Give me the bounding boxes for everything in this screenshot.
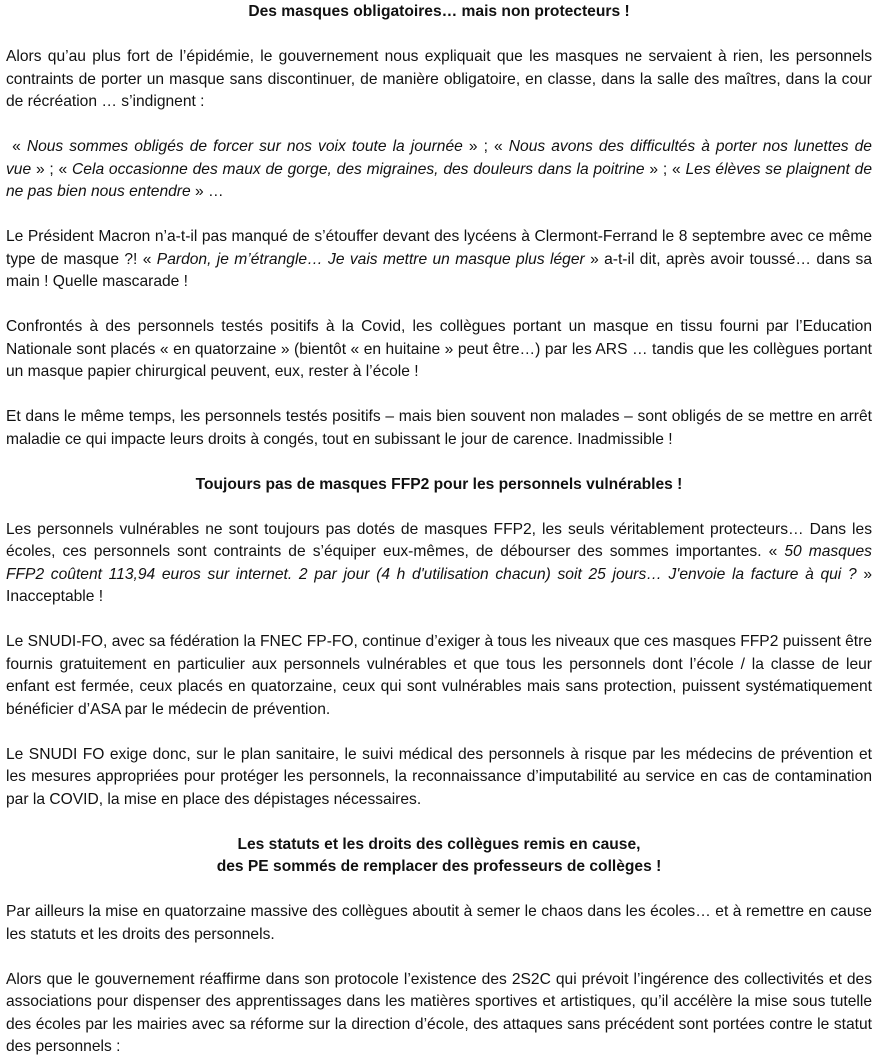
paragraph-chaos: Par ailleurs la mise en quatorzaine massive des collègues aboutit à semer le chaos dans les écoles… et à remettre en cause les statuts et les droits des personnels. (6, 903, 872, 943)
quote-facture: 50 masques FFP2 coûtent 113,94 euros sur internet. 2 par jour (4 h d'utilisation chacun) soit 25 jours… J'envoie la facture à qui ? (6, 543, 872, 583)
paragraph-epidemie: Alors qu’au plus fort de l’épidémie, le gouvernement nous expliquait que les masques ne servaient à rien, les personnels contraints de porter un masque sans discontinuer, de manière obligatoire, en classe, dans la salle des maîtres, dans la cour de récréation … s’indignent : (6, 48, 872, 110)
paragraph-macron (6, 226, 872, 294)
heading-statuts-line1: Les statuts et les droits des collègues remis en cause, (237, 835, 641, 853)
paragraph-macron-text: Le Président Macron n’a-t-il pas manqué de s’étouffer devant des lycéens à Clermont-Ferrand le 8 septembre avec ce même type de masque ?! « (6, 228, 872, 268)
quote-maux: Cela occasionne des maux de gorge, des migraines, des douleurs dans la poitrine (72, 160, 645, 178)
heading-masques-obligatoires: Des masques obligatoires… mais non protecteurs ! (248, 3, 630, 20)
paragraph-quatorzaine: Confrontés à des personnels testés positifs à la Covid, les collègues portant un masque en tissu fourni par l’Education Nationale sont placés « en quatorzaine » (bientôt « en huitaine » peut être…) par les ARS … tandis que les collègues portant un masque papier chirurgical peuvent, eux, rester à l’école ! (6, 318, 872, 380)
paragraph-vulnerables-end: » Inacceptable ! (6, 565, 872, 605)
paragraph-snudi-fnec: Le SNUDI-FO, avec sa fédération la FNEC FP-FO, continue d’exiger à tous les niveaux que ces masques FFP2 puissent être fournis gratuitement en particulier aux personnels vulnérables et que tous les personnels dont l’école / la classe de leur enfant est fermée, ceux placés en quatorzaine, ceux qui sont vulnérables mais sans protection, puissent systématiquement bénéficier d’ASA par le médecin de prévention. (6, 633, 872, 718)
quote-voix: Nous sommes obligés de forcer sur nos voix toute la journée (26, 138, 463, 155)
heading-ffp2: Toujours pas de masques FFP2 pour les personnels vulnérables ! (195, 475, 683, 493)
paragraph-vulnerables (6, 519, 872, 609)
paragraph-vulnerables-text: Les personnels vulnérables ne sont toujours pas dotés de masques FFP2, les seuls véritablement protecteurs… Dans les écoles, ces personnels sont contraints de s’équiper eux-mêmes, de débourser des sommes importantes. « (6, 520, 872, 560)
paragraph-temoignages: « Nous sommes obligés de forcer sur nos voix toute la journée » ; « Nous avons des difficultés à porter nos lunettes de vue » ; « Cela occasionne des maux de gorge, des migraines, des douleurs dans la poitrine » ; « Les élèves se plaignent de ne pas bien nous entendre » … (6, 138, 872, 200)
quote-eleves: Les élèves se plaignent de ne pas bien nous entendre (6, 160, 872, 200)
paragraph-arret-maladie: Et dans le même temps, les personnels testés positifs – mais bien souvent non malades – sont obligés de se mettre en arrêt maladie ce qui impacte leurs droits à congés, tout en subissant le jour de carence. Inadmissible ! (6, 408, 872, 448)
quote-lunettes: Nous avons des difficultés à porter nos lunettes de vue (6, 138, 872, 178)
paragraph-macron-end: » a-t-il dit, après avoir toussé… dans sa main ! Quelle mascarade ! (6, 250, 873, 290)
quote-macron: Pardon, je m’étrangle… Je vais mettre un masque plus léger (156, 250, 585, 268)
paragraph-2s2c: Alors que le gouvernement réaffirme dans son protocole l’existence des 2S2C qui prévoit l’ingérence des collectivités et des associations pour dispenser des apprentissages dans les matières sportives et artistiques, qu’il accélère la mise sous tutelle des écoles par les mairies avec sa réforme sur la direction d’école, des attaques sans précédent sont portées contre le statut des personnels : (6, 970, 872, 1055)
paragraph-snudi-exige: Le SNUDI FO exige donc, sur le plan sanitaire, le suivi médical des personnels à risque par les médecins de prévention et les mesures appropriées pour protéger les personnels, la reconnaissance d’imputabilité au service en cas de contamination par la COVID, la mise en place des dépistages nécessaires. (6, 745, 872, 808)
heading-statuts-line2: des PE sommés de remplacer des professeurs de collèges ! (216, 858, 662, 875)
